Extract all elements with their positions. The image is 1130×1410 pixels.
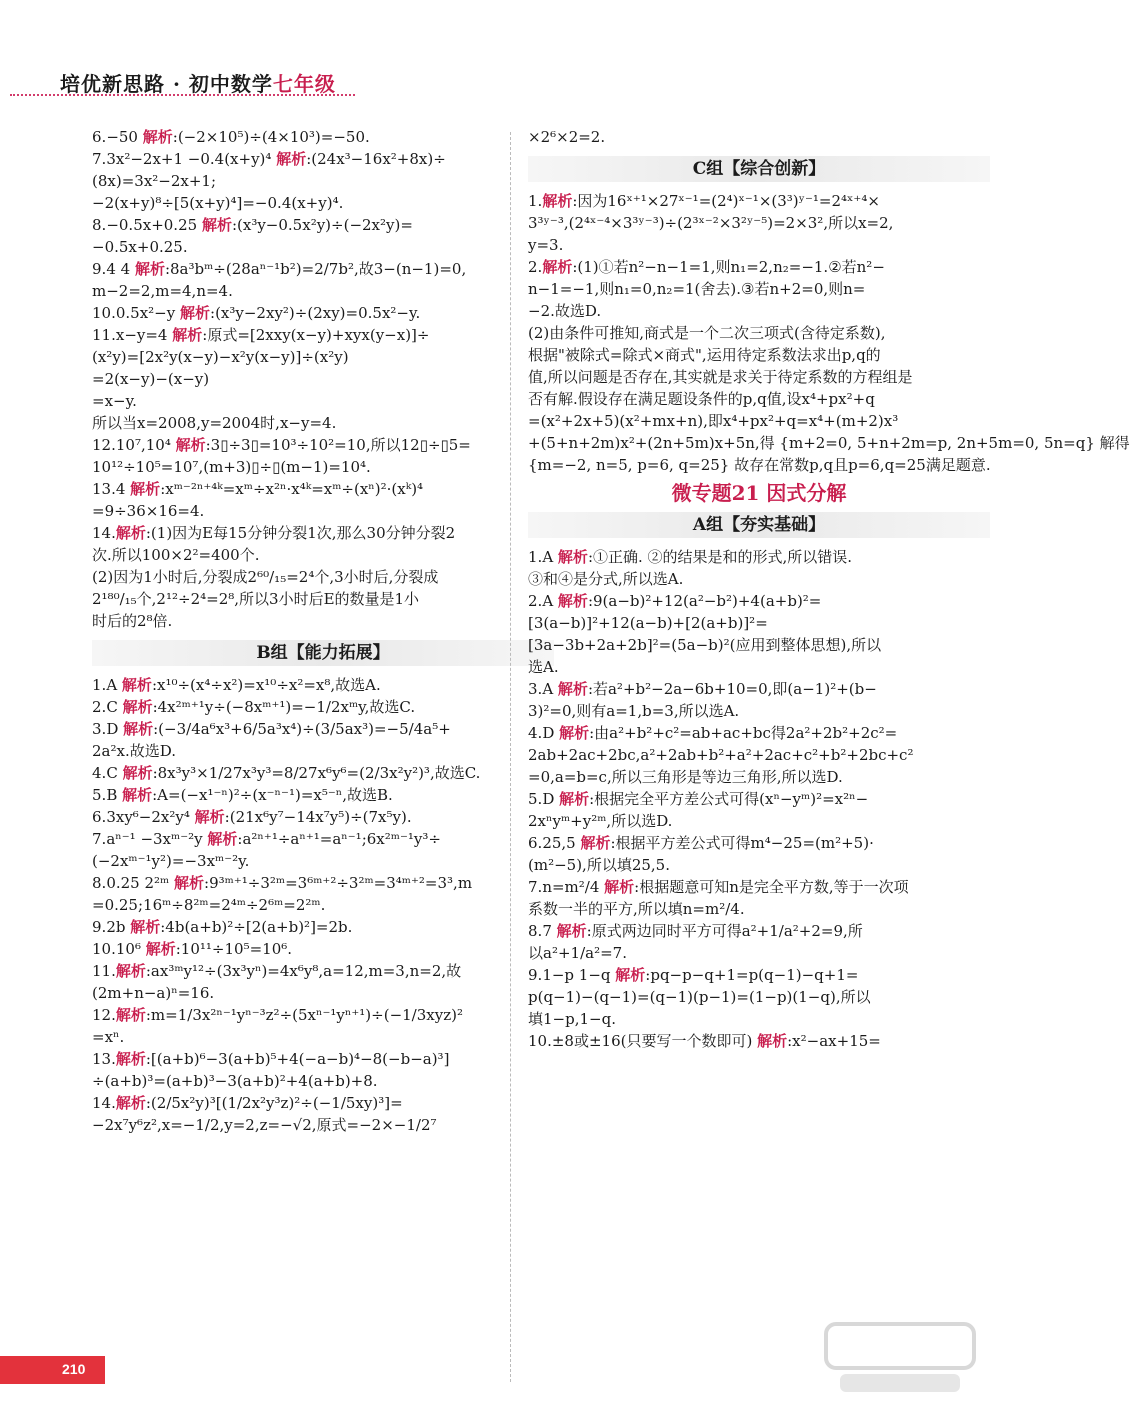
- analysis-text: =9÷36×16=4.: [92, 502, 205, 520]
- answer-line: [92, 370, 554, 388]
- item-answer: x−y=4: [115, 326, 173, 344]
- answer-line: [528, 856, 990, 874]
- answer-line: [92, 1028, 554, 1046]
- item-number: 6.: [92, 128, 107, 146]
- item-answer: 0.5x²−y: [115, 304, 180, 322]
- analysis-text: :10¹¹÷10⁵=10⁶.: [175, 940, 293, 958]
- item-number: 3.: [528, 680, 543, 698]
- analysis-label: 解析: [130, 918, 161, 936]
- analysis-label: 解析: [142, 128, 173, 146]
- right-column: [528, 128, 1130, 1054]
- analysis-label: 解析: [115, 524, 146, 542]
- analysis-text: (2)因为1小时后,分裂成2⁶⁰/₁₅=2⁴个,3小时后,分裂成: [92, 568, 439, 586]
- item-number: 10.: [92, 304, 116, 322]
- answer-line: [528, 658, 990, 676]
- analysis-label: 解析: [123, 720, 154, 738]
- answer-line: [92, 414, 554, 432]
- item-number: 10.: [528, 1032, 552, 1050]
- answer-line: [528, 834, 990, 852]
- answer-line: [92, 1050, 554, 1068]
- item-number: 9.: [92, 918, 107, 936]
- analysis-text: =xⁿ.: [92, 1028, 125, 1046]
- answer-line: [528, 548, 990, 566]
- analysis-label: 解析: [122, 698, 153, 716]
- item-number: 8.: [92, 216, 107, 234]
- analysis-text: 2¹⁸⁰/₁₅个,2¹²÷2⁴=2⁸,所以3小时后E的数量是1小: [92, 590, 420, 608]
- item-answer: ±8或±16(只要写一个数即可): [551, 1032, 758, 1050]
- answer-line: [92, 172, 554, 190]
- answer-line: [92, 764, 554, 782]
- analysis-text: :4b(a+b)²÷[2(a+b)²]=2b.: [160, 918, 353, 936]
- analysis-text: −0.5x+0.25.: [92, 238, 188, 256]
- item-answer: 25,5: [542, 834, 581, 852]
- analysis-text: ÷(a+b)³=(a+b)³−3(a+b)²+4(a+b)+8.: [92, 1072, 378, 1090]
- answer-line: [92, 1006, 554, 1024]
- answer-line: [92, 326, 554, 344]
- answer-line: [92, 194, 554, 212]
- answer-line: [92, 940, 554, 958]
- item-answer: −0.5x+0.25: [106, 216, 202, 234]
- answer-line: [92, 984, 554, 1002]
- answer-line: [528, 570, 990, 588]
- answer-line: [92, 896, 554, 914]
- item-answer: 0.25 2²ᵐ: [106, 874, 175, 892]
- analysis-text: 次.所以100×2²=400个.: [92, 546, 260, 564]
- analysis-text: −2.故选D.: [528, 302, 602, 320]
- item-number: 14.: [92, 524, 116, 542]
- analysis-text: m−2=2,m=4,n=4.: [92, 282, 233, 300]
- answer-line: [528, 592, 990, 610]
- analysis-text: :A=(−x¹⁻ⁿ)²÷(x⁻ⁿ⁻¹)=x⁵⁻ⁿ,故选B.: [152, 786, 393, 804]
- answer-line: [528, 1032, 990, 1050]
- answer-line: [92, 568, 554, 586]
- answer-line: [528, 878, 990, 896]
- answer-line: [92, 480, 554, 498]
- item-number: 7.: [92, 830, 107, 848]
- answer-line: [92, 786, 554, 804]
- item-number: 12.: [92, 436, 116, 454]
- analysis-text: :8x³y³×1/27x³y³=8/27x⁶y⁶=(2/3x²y²)³,故选C.: [152, 764, 481, 782]
- answer-line: [92, 128, 554, 146]
- analysis-label: 解析: [115, 962, 146, 980]
- item-number: 2.: [92, 698, 107, 716]
- item-number: 11.: [92, 326, 116, 344]
- analysis-label: 解析: [115, 1006, 146, 1024]
- answer-line: [528, 988, 990, 1006]
- analysis-text: (2m+n−a)ⁿ=16.: [92, 984, 215, 1002]
- item-number: 5.: [92, 786, 107, 804]
- analysis-text: =0,a=b=c,所以三角形是等边三角形,所以选D.: [528, 768, 843, 786]
- analysis-text: :[(a+b)⁶−3(a+b)⁵+4(−a−b)⁴−8(−b−a)³]: [145, 1050, 450, 1068]
- answer-line: [528, 768, 990, 786]
- analysis-text: :x²−ax+15=: [787, 1032, 881, 1050]
- item-number: 1.: [528, 548, 543, 566]
- item-answer: 2b: [106, 918, 131, 936]
- analysis-text: (x²y)=[2x²y(x−y)−x²y(x−y)]÷(x²y): [92, 348, 349, 366]
- analysis-text: 10¹²÷10⁵=10⁷,(m+3)▯÷▯(m−1)=10⁴.: [92, 458, 371, 476]
- answer-line: [92, 216, 554, 234]
- analysis-text: :(2/5x²y)³[(1/2x²y³z)²÷(−1/5xy)³]=: [145, 1094, 403, 1112]
- item-answer: C: [106, 698, 123, 716]
- answer-line: [528, 214, 990, 232]
- analysis-text: (m²−5),所以填25,5.: [528, 856, 670, 874]
- analysis-text: :(1)①若n²−n−1=1,则n₁=2,n₂=−1.②若n²−: [572, 258, 885, 276]
- analysis-label: 解析: [115, 1050, 146, 1068]
- answer-line: [92, 612, 554, 630]
- answer-line: [528, 922, 990, 940]
- analysis-text: p(q−1)−(q−1)=(q−1)(p−1)=(1−p)(1−q),所以: [528, 988, 871, 1006]
- analysis-text: 值,所以问题是否存在,其实就是求关于待定系数的方程组是: [528, 368, 913, 386]
- analysis-text: :根据平方差公式可得m⁴−25=(m²+5)·: [610, 834, 874, 852]
- analysis-label: 解析: [201, 216, 232, 234]
- analysis-label: 解析: [122, 786, 153, 804]
- analysis-text: −2(x+y)⁸÷[5(x+y)⁴]=−0.4(x+y)⁴.: [92, 194, 344, 212]
- analysis-text: 根据"被除式=除式×商式",运用待定系数法求出p,q的: [528, 346, 881, 364]
- answer-line: [92, 524, 554, 542]
- answer-line: [528, 680, 990, 698]
- analysis-label: 解析: [615, 966, 646, 984]
- answer-line: [92, 304, 554, 322]
- answer-line: [92, 874, 554, 892]
- analysis-label: 解析: [121, 676, 152, 694]
- section-heading: A组【夯实基础】: [528, 512, 990, 538]
- answer-line: [92, 348, 554, 366]
- analysis-text: :因为16ˣ⁺¹×27ˣ⁻¹=(2⁴)ˣ⁻¹×(3³)ʸ⁻¹=2⁴ˣ⁺⁴×: [572, 192, 880, 210]
- analysis-text: :原式=[2xxy(x−y)+xyx(y−x)]÷: [202, 326, 430, 344]
- item-number: 7.: [528, 878, 543, 896]
- answer-line: [92, 260, 554, 278]
- answer-line: [528, 368, 990, 386]
- analysis-text: :9(a−b)²+12(a²−b²)+4(a+b)²=: [587, 592, 822, 610]
- answer-line: [528, 236, 990, 254]
- watermark-icon: [820, 1318, 980, 1398]
- analysis-label: 解析: [559, 790, 590, 808]
- analysis-text: 2a²x.故选D.: [92, 742, 176, 760]
- analysis-text: :由a²+b²+c²=ab+ac+bc得2a²+2b²+2c²=: [589, 724, 898, 742]
- item-number: 1.: [92, 676, 107, 694]
- item-answer: D: [542, 790, 560, 808]
- item-number: 4.: [92, 764, 107, 782]
- analysis-text: 所以当x=2008,y=2004时,x−y=4.: [92, 414, 337, 432]
- analysis-text: :①正确. ②的结果是和的形式,所以错误.: [587, 548, 853, 566]
- item-number: 11.: [92, 962, 116, 980]
- page-number-bar: [0, 1356, 105, 1384]
- analysis-text: :x¹⁰÷(x⁴÷x²)=x¹⁰÷x²=x⁸,故选A.: [151, 676, 381, 694]
- analysis-label: 解析: [559, 724, 590, 742]
- item-answer: A: [542, 680, 558, 698]
- analysis-text: 否有解.假设存在满足题设条件的p,q值,设x⁴+px²+q: [528, 390, 875, 408]
- left-column: [92, 128, 557, 1138]
- answer-line: [528, 324, 990, 342]
- item-answer: C: [106, 764, 123, 782]
- analysis-text: :(x³y−0.5x²y)÷(−2x²y)=: [231, 216, 413, 234]
- item-number: 5.: [528, 790, 543, 808]
- answer-line: [92, 1094, 554, 1112]
- analysis-label: 解析: [542, 192, 573, 210]
- item-number: 13.: [92, 1050, 116, 1068]
- answer-line: [92, 962, 554, 980]
- analysis-label: 解析: [174, 874, 205, 892]
- item-answer: B: [106, 786, 123, 804]
- item-number: 14.: [92, 1094, 116, 1112]
- answer-line: [528, 812, 990, 830]
- analysis-text: :(−3/4a⁶x³+6/5a³x⁴)÷(3/5ax³)=−5/4a⁵+: [153, 720, 451, 738]
- item-number: 6.: [92, 808, 107, 826]
- answer-line: [92, 698, 554, 716]
- analysis-text: :原式两边同时平方可得a²+1/a²+2=9,所: [586, 922, 863, 940]
- analysis-text: 填1−p,1−q.: [528, 1010, 616, 1028]
- answer-line: [92, 502, 554, 520]
- analysis-text: +(5+n+2m)x²+(2n+5m)x+5n,得 {m+2=0, 5+n+2m=p, 2n+5m=0, 5n=q} 解得: [528, 434, 1130, 452]
- answer-line: [528, 746, 990, 764]
- analysis-text: =x−y.: [92, 392, 137, 410]
- answer-line: [528, 302, 990, 320]
- analysis-text: y=3.: [528, 236, 564, 254]
- analysis-label: 解析: [556, 922, 587, 940]
- item-number: 13.: [92, 480, 116, 498]
- item-number: 9.: [92, 260, 107, 278]
- item-number: 7.: [92, 150, 107, 168]
- analysis-text: :若a²+b²−2a−6b+10=0,即(a−1)²+(b−: [587, 680, 877, 698]
- item-number: 4.: [528, 724, 543, 742]
- analysis-label: 解析: [557, 680, 588, 698]
- analysis-text: :4x²ᵐ⁺¹y÷(−8xᵐ⁺¹)=−1/2xᵐy,故选C.: [152, 698, 416, 716]
- analysis-text: :3▯÷3▯=10³÷10²=10,所以12▯÷▯5=: [205, 436, 471, 454]
- analysis-text: :根据题意可知n是完全平方数,等于一次项: [634, 878, 909, 896]
- answer-line: [528, 966, 990, 984]
- answer-line: [528, 790, 990, 808]
- item-answer: 3x²−2x+1 −0.4(x+y)⁴: [106, 150, 277, 168]
- item-answer: 3xy⁶−2x²y⁴: [106, 808, 195, 826]
- analysis-text: [3a−3b+2a+2b]²=(5a−b)²(应用到整体思想),所以: [528, 636, 882, 654]
- watermark-logo: [820, 1318, 980, 1398]
- analysis-text: 2xⁿyᵐ+y²ᵐ,所以选D.: [528, 812, 673, 830]
- header-grade: 七年级: [272, 72, 336, 96]
- item-number: 6.: [528, 834, 543, 852]
- analysis-label: 解析: [194, 808, 225, 826]
- item-answer: 4 4: [106, 260, 135, 278]
- item-number: 2.: [528, 258, 543, 276]
- item-answer: n=m²/4: [542, 878, 605, 896]
- item-answer: A: [542, 592, 558, 610]
- analysis-text: :(21x⁶y⁷−14x⁷y⁵)÷(7x⁵y).: [224, 808, 412, 826]
- item-answer: 4: [115, 480, 131, 498]
- answer-line: [92, 742, 554, 760]
- analysis-text: :(x³y−2xy²)÷(2xy)=0.5x²−y.: [210, 304, 421, 322]
- answer-line: [528, 412, 990, 430]
- analysis-text: (2)由条件可推知,商式是一个二次三项式(含待定系数),: [528, 324, 886, 342]
- analysis-label: 解析: [557, 592, 588, 610]
- analysis-text: =2(x−y)−(x−y): [92, 370, 210, 388]
- analysis-label: 解析: [757, 1032, 788, 1050]
- analysis-text: (−2xᵐ⁻¹y²)=−3xᵐ⁻²y.: [92, 852, 250, 870]
- item-answer: 7: [542, 922, 557, 940]
- answer-line: [92, 546, 554, 564]
- item-answer: A: [542, 548, 558, 566]
- item-answer: aⁿ⁻¹ −3xᵐ⁻²y: [106, 830, 208, 848]
- analysis-text: n−1=−1,则n₁=0,n₂=1(舍去).③若n+2=0,则n=: [528, 280, 866, 298]
- analysis-text: 2ab+2ac+2bc,a²+2ab+b²+a²+2ac+c²+b²+2bc+c²: [528, 746, 914, 764]
- header-divider: [10, 94, 355, 96]
- answer-line: [528, 280, 990, 298]
- item-number: 9.: [528, 966, 543, 984]
- answer-line: [92, 852, 554, 870]
- item-answer: 1−p 1−q: [542, 966, 616, 984]
- analysis-label: 解析: [175, 436, 206, 454]
- answer-line: [528, 192, 990, 210]
- column-divider: [510, 132, 511, 1382]
- analysis-text: {m=−2, n=5, p=6, q=25} 故存在常数p,q且p=6,q=25满足题意.: [528, 456, 991, 474]
- analysis-label: 解析: [130, 480, 161, 498]
- answer-line: [528, 390, 990, 408]
- answer-line: [92, 282, 554, 300]
- analysis-label: 解析: [122, 764, 153, 782]
- item-number: 8.: [92, 874, 107, 892]
- analysis-text: :8a³bᵐ÷(28aⁿ⁻¹b²)=2/7b²,故3−(n−1)=0,: [164, 260, 467, 278]
- analysis-text: :9³ᵐ⁺¹÷3²ᵐ=3⁶ᵐ⁺²÷3²ᵐ=3⁴ᵐ⁺²=3³,m: [204, 874, 473, 892]
- analysis-text: :pq−p−q+1=p(q−1)−q+1=: [645, 966, 859, 984]
- answer-line: [92, 1072, 554, 1090]
- analysis-label: 解析: [604, 878, 635, 896]
- analysis-text: :a²ⁿ⁺¹÷aⁿ⁺¹=aⁿ⁻¹;6x²ᵐ⁻¹y³÷: [237, 830, 441, 848]
- item-answer: 10⁶: [115, 940, 146, 958]
- analysis-text: −2x⁷y⁶z²,x=−1/2,y=2,z=−√2,原式=−2×−1/2⁷: [92, 1116, 437, 1134]
- answer-line: [92, 436, 554, 454]
- analysis-label: 解析: [580, 834, 611, 852]
- analysis-text: ③和④是分式,所以选A.: [528, 570, 684, 588]
- answer-line: [528, 702, 990, 720]
- analysis-text: (8x)=3x²−2x+1;: [92, 172, 217, 190]
- analysis-label: 解析: [145, 940, 176, 958]
- answer-line: [92, 458, 554, 476]
- item-answer: D: [542, 724, 560, 742]
- item-answer: A: [106, 676, 122, 694]
- answer-line: [528, 944, 990, 962]
- answer-line: [528, 636, 990, 654]
- analysis-text: :(24x³−16x²+8x)÷: [306, 150, 446, 168]
- answer-line: [92, 1116, 554, 1134]
- item-number: 8.: [528, 922, 543, 940]
- analysis-label: 解析: [557, 548, 588, 566]
- answer-line: [92, 238, 554, 256]
- answer-line: [528, 456, 990, 474]
- analysis-label: 解析: [172, 326, 203, 344]
- answer-line: [528, 900, 990, 918]
- page-number: 210: [62, 1361, 86, 1377]
- answer-line: [92, 590, 554, 608]
- analysis-text: :(−2×10⁵)÷(4×10³)=−50.: [172, 128, 370, 146]
- item-number: 3.: [92, 720, 107, 738]
- answer-line: [528, 258, 990, 276]
- item-answer: D: [106, 720, 124, 738]
- answer-line: [528, 1010, 990, 1028]
- analysis-text: :(1)因为E每15分钟分裂1次,那么30分钟分裂2: [145, 524, 456, 542]
- analysis-label: 解析: [115, 1094, 146, 1112]
- answer-line: [528, 724, 990, 742]
- analysis-text: 以a²+1/a²=7.: [528, 944, 627, 962]
- header-title: 培优新思路 · 初中数学: [60, 72, 273, 96]
- analysis-text: =(x²+2x+5)(x²+mx+n),即x⁴+px²+q=x⁴+(m+2)x³: [528, 412, 899, 430]
- answer-line: [528, 614, 990, 632]
- answer-line: [92, 392, 554, 410]
- analysis-text: :根据完全平方差公式可得(xⁿ−yᵐ)²=x²ⁿ−: [589, 790, 869, 808]
- item-answer: −50: [106, 128, 143, 146]
- answer-line: [528, 434, 1130, 452]
- section-heading: C组【综合创新】: [528, 156, 990, 182]
- analysis-label: 解析: [276, 150, 307, 168]
- item-answer: 10⁷,10⁴: [115, 436, 176, 454]
- page-header: [60, 68, 336, 97]
- item-number: 10.: [92, 940, 116, 958]
- section-heading: 微专题21 因式分解: [671, 481, 847, 505]
- item-number: 12.: [92, 1006, 116, 1024]
- analysis-text: :ax³ᵐy¹²÷(3x³yⁿ)=4x⁶y⁸,a=12,m=3,n=2,故: [145, 962, 462, 980]
- answer-line: [528, 128, 990, 146]
- answer-line: [92, 808, 554, 826]
- analysis-text: :xᵐ⁻²ⁿ⁺⁴ᵏ=xᵐ÷x²ⁿ·x⁴ᵏ=xᵐ÷(xⁿ)²·(xᵏ)⁴: [160, 480, 424, 498]
- answer-line: [528, 346, 990, 364]
- analysis-text: :m=1/3x²ⁿ⁻¹yⁿ⁻³z²÷(5xⁿ⁻¹yⁿ⁺¹)÷(−1/3xyz)²: [145, 1006, 463, 1024]
- analysis-label: 解析: [134, 260, 165, 278]
- analysis-label: 解析: [207, 830, 238, 848]
- answer-line: [92, 676, 554, 694]
- analysis-label: 解析: [542, 258, 573, 276]
- item-number: 1.: [528, 192, 543, 210]
- item-number: 2.: [528, 592, 543, 610]
- analysis-text: 3³ʸ⁻³,(2⁴ˣ⁻⁴×3³ʸ⁻³)÷(2³ˣ⁻²×3²ʸ⁻⁵)=2×3²,所以x=2,: [528, 214, 894, 232]
- answer-line: [92, 720, 554, 738]
- analysis-text: 3)²=0,则有a=1,b=3,所以选A.: [528, 702, 740, 720]
- section-heading: B组【能力拓展】: [92, 640, 554, 666]
- analysis-text: 系数一半的平方,所以填n=m²/4.: [528, 900, 745, 918]
- analysis-text: =0.25;16ᵐ÷8²ᵐ=2⁴ᵐ÷2⁶ᵐ=2²ᵐ.: [92, 896, 326, 914]
- analysis-text: 选A.: [528, 658, 559, 676]
- analysis-label: 解析: [180, 304, 211, 322]
- answer-line: [92, 830, 554, 848]
- analysis-text: [3(a−b)]²+12(a−b)+[2(a+b)]²=: [528, 614, 768, 632]
- answer-line: [92, 918, 554, 936]
- analysis-text: ×2⁶×2=2.: [528, 128, 606, 146]
- answer-line: [92, 150, 554, 168]
- analysis-text: 时后的2⁸倍.: [92, 612, 173, 630]
